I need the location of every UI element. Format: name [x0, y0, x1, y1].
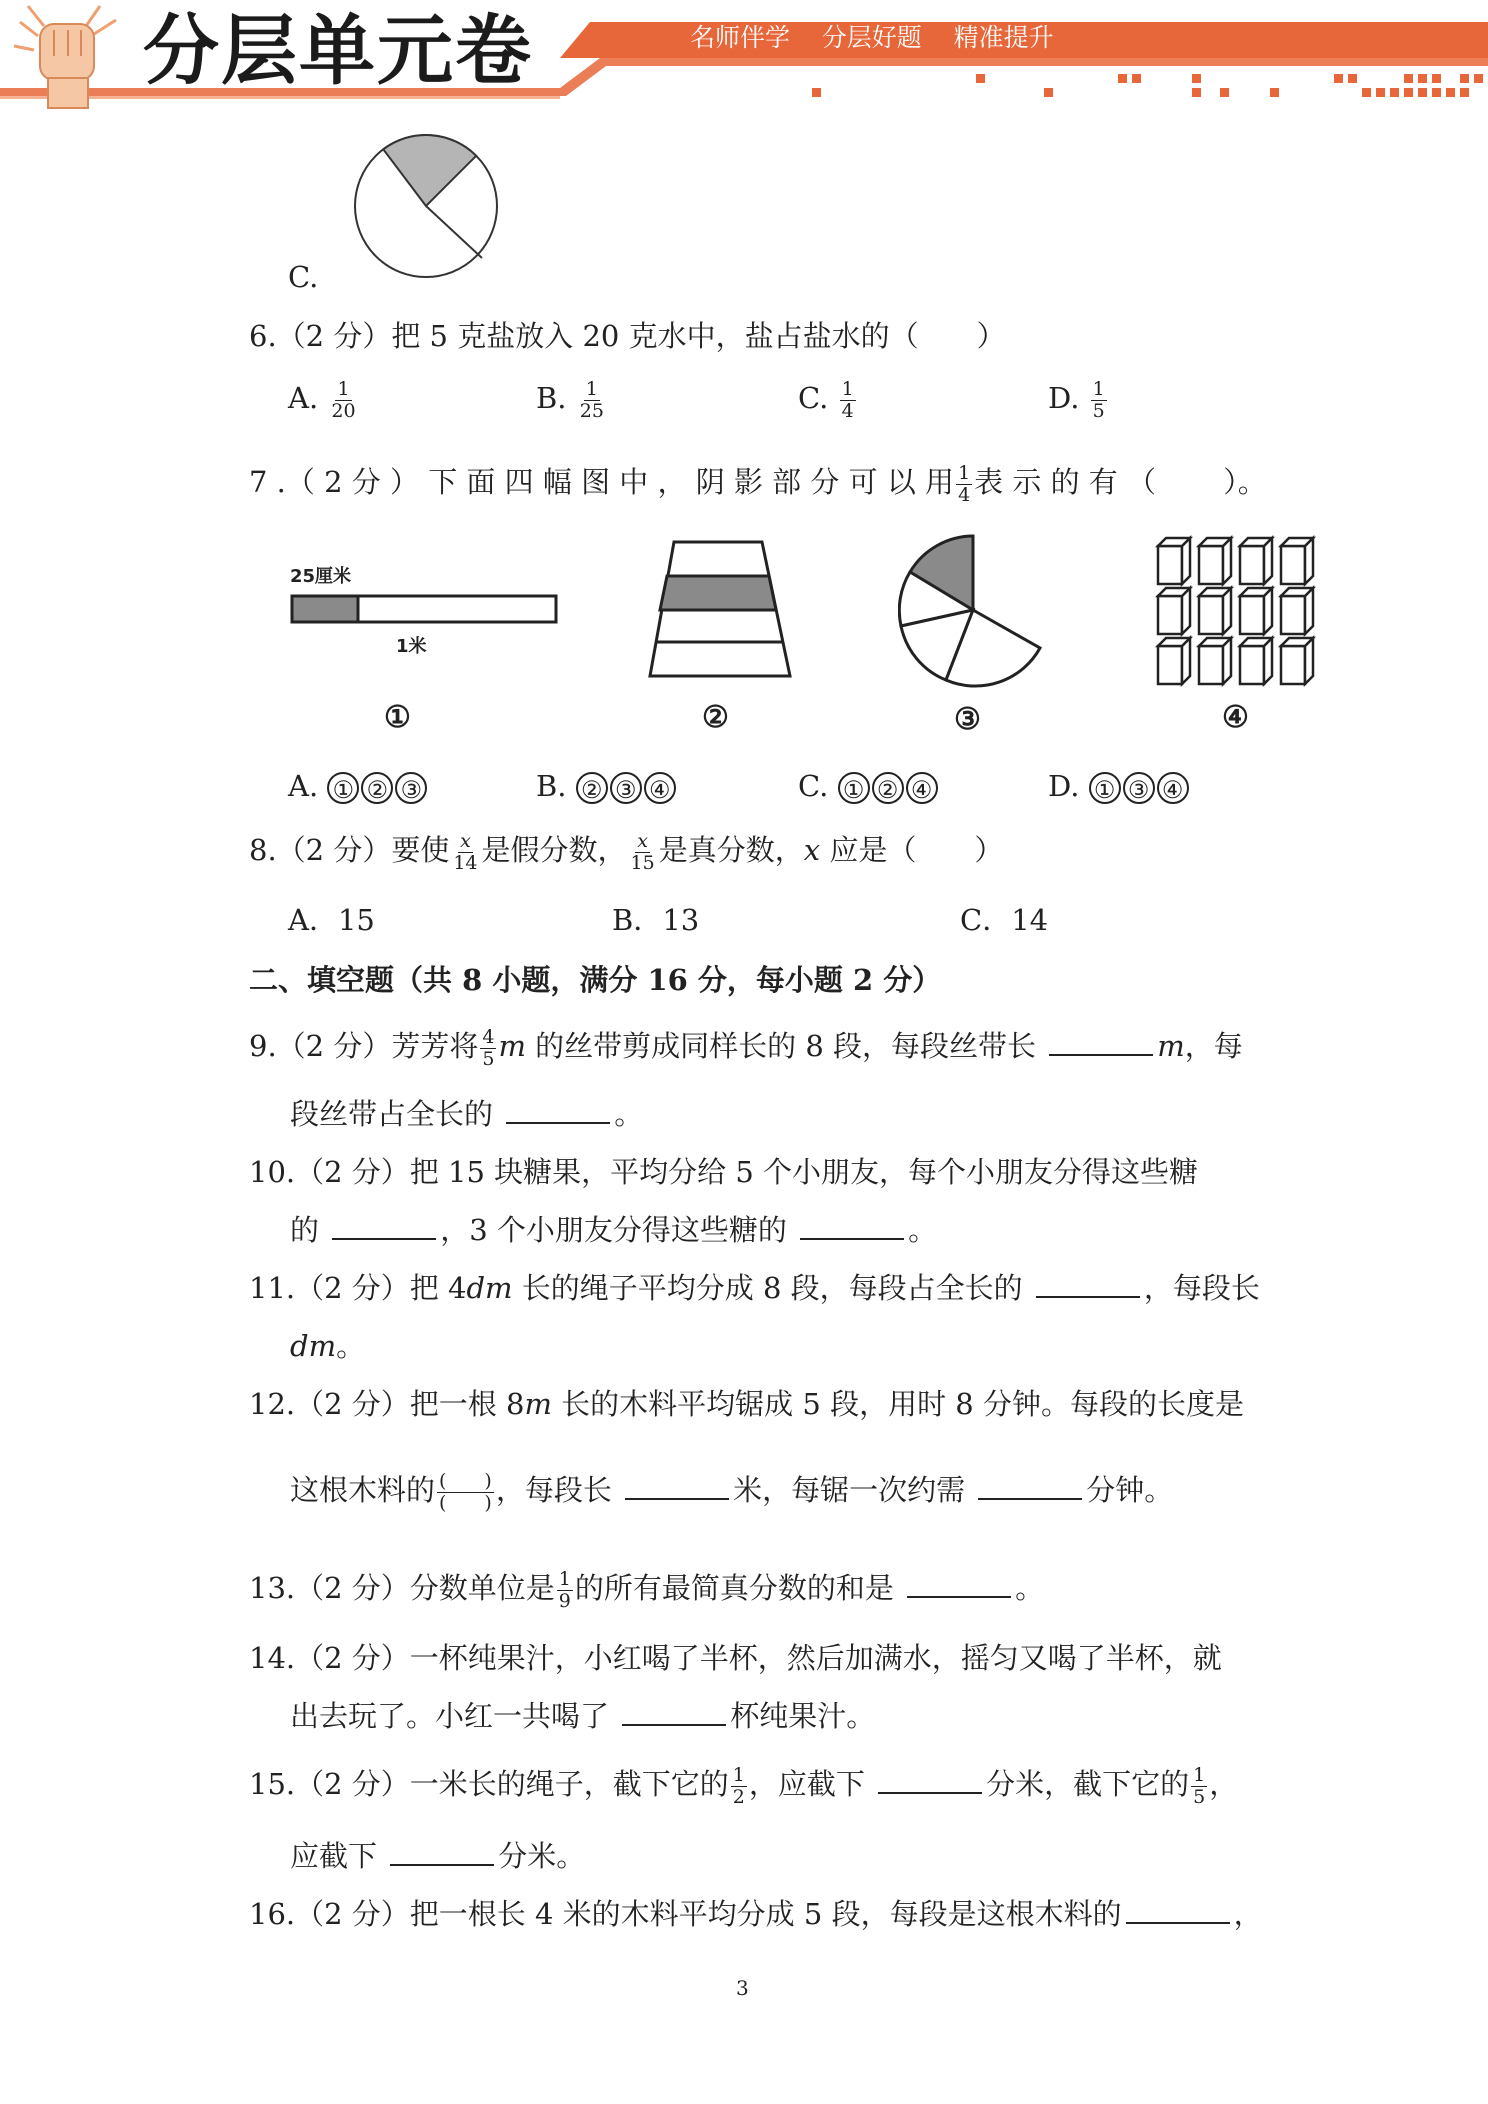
- q7-option-c-mark: ①: [838, 772, 870, 804]
- q7-fig4-cuboid: [1199, 638, 1231, 684]
- q13-answer-blank[interactable]: [907, 1572, 1011, 1598]
- page-number: 3: [736, 1976, 749, 2000]
- section-2-heading: 二、填空题（共 8 小题，满分 16 分，每小题 2 分）: [249, 963, 942, 997]
- q8-fraction-1: $\frac{x}{14}$: [453, 829, 478, 874]
- question-14-line-1: 14.（2 分）一杯纯果汁，小红喝了半杯，然后加满水，摇匀又喝了半杯，就: [249, 1641, 1222, 1675]
- q6-option-a-label: A.: [288, 381, 319, 415]
- q7-option-b-mark: ②: [576, 772, 608, 804]
- q7-option-d-mark: ③: [1123, 772, 1155, 804]
- q7-fig4-cuboid: [1281, 638, 1313, 684]
- q6-option-d-fraction: $\frac{1}{5}$: [1092, 377, 1105, 422]
- question-6-stem: 6.（2 分）把 5 克盐放入 20 克水中，盐占盐水的（ ）: [249, 319, 1006, 353]
- q7-option-c-label: C.: [798, 769, 829, 803]
- q6-option-c-label: C.: [798, 381, 829, 415]
- q8-option-a[interactable]: [288, 900, 375, 940]
- q7-figure-4-mark: ④: [1222, 700, 1249, 735]
- q7-figure-2-mark: ②: [702, 700, 729, 735]
- q6-option-c-fraction: $\frac{1}{4}$: [841, 377, 854, 422]
- q7-option-a-mark: ①: [327, 772, 359, 804]
- q12-answer-blank-2[interactable]: [978, 1474, 1082, 1500]
- q7-fig4-cuboid: [1240, 538, 1272, 584]
- question-12-line-1: 12.（2 分）把一根 8m 长的木料平均锯成 5 段，用时 8 分钟。每段的长度是: [249, 1387, 1244, 1421]
- q7-option-b-mark: ③: [610, 772, 642, 804]
- q7-figure-4-blocks: [1154, 530, 1324, 690]
- q15-fraction-1: $\frac{1}{2}$: [732, 1763, 745, 1808]
- q10-answer-blank-2[interactable]: [800, 1214, 904, 1240]
- question-15-line-1: 15.（2 分）一米长的绳子，截下它的 $\frac{1}{2}$ ，应截下 分米，截下它的 $\frac{1}{5}$ ，: [249, 1763, 1239, 1808]
- q7-fig4-cuboid: [1240, 588, 1272, 634]
- q7-option-b[interactable]: [536, 766, 678, 806]
- q15-answer-blank-1[interactable]: [878, 1768, 982, 1794]
- question-10-line-1: 10.（2 分）把 15 块糖果，平均分给 5 个小朋友，每个小朋友分得这些糖: [249, 1155, 1199, 1189]
- q9-answer-blank-1[interactable]: [1049, 1030, 1153, 1056]
- q6-option-d-label: D.: [1048, 381, 1080, 415]
- q7-fig1-total-label: 1米: [396, 636, 427, 657]
- q15-answer-blank-2[interactable]: [390, 1840, 494, 1866]
- q11-answer-blank-1[interactable]: [1036, 1272, 1140, 1298]
- q8-option-a-value: 15: [337, 903, 375, 937]
- q7-fig4-cuboid: [1281, 538, 1313, 584]
- question-16-line-1: 16.（2 分）把一根长 4 米的木料平均分成 5 段，每段是这根木料的 ，: [249, 1897, 1263, 1931]
- header-title: 分层单元卷: [143, 6, 533, 95]
- q6-option-d[interactable]: [1048, 378, 1109, 422]
- question-15-line-2: 应截下 分米。: [290, 1839, 586, 1873]
- q9-answer-blank-2[interactable]: [506, 1098, 610, 1124]
- q6-option-b-label: B.: [536, 381, 567, 415]
- q7-figure-1-bar: [290, 590, 560, 630]
- q7-figure-1-mark: ①: [384, 700, 411, 735]
- q6-option-c[interactable]: [798, 378, 858, 422]
- q8-option-c-label: C．: [960, 903, 1012, 937]
- q15-fraction-2: $\frac{1}{5}$: [1193, 1763, 1206, 1808]
- q7-fig1-length-label: 25厘米: [290, 566, 352, 587]
- q8-option-b[interactable]: [612, 900, 699, 940]
- q7-option-a-mark: ③: [395, 772, 427, 804]
- q6-option-b-fraction: $\frac{1}{25}$: [579, 377, 604, 422]
- question-13: 13.（2 分）分数单位是 $\frac{1}{9}$ 的所有最简真分数的和是 。: [249, 1567, 1045, 1612]
- q7-figure-3-mark: ③: [954, 702, 981, 737]
- question-10-line-2: 的 ，3 个小朋友分得这些糖的 。: [290, 1213, 938, 1247]
- q7-fig4-cuboid: [1158, 638, 1190, 684]
- q7-option-d-mark: ①: [1089, 772, 1121, 804]
- question-12-line-2: 这根木料的 ( ) ( ) ，每段长 米，每锯一次约需 分钟。: [290, 1469, 1174, 1514]
- question-8-stem: 8.（2 分）要使 $\frac{x}{14}$ 是假分数， $\frac{x}{15}$ 是真分数，x 应是（ ）: [249, 829, 1004, 874]
- page-header: [0, 0, 1488, 110]
- q8-option-a-label: A．: [288, 903, 338, 937]
- q7-fig4-cuboid: [1199, 588, 1231, 634]
- q7-figure-2-trapezoid: [646, 538, 796, 682]
- fist-icon: [8, 0, 126, 112]
- q7-option-a[interactable]: [288, 766, 429, 806]
- q8-option-c-value: 14: [1011, 903, 1049, 937]
- q7-option-c[interactable]: [798, 766, 940, 806]
- q12-fraction-blank[interactable]: ( ) ( ): [439, 1469, 492, 1514]
- q7-option-d-label: D.: [1048, 769, 1080, 803]
- q8-fraction-2: $\frac{x}{15}$: [630, 829, 655, 874]
- q13-fraction: $\frac{1}{9}$: [558, 1567, 571, 1612]
- q8-option-b-label: B．: [612, 903, 663, 937]
- q8-option-b-value: 13: [662, 903, 700, 937]
- q14-answer-blank[interactable]: [622, 1700, 726, 1726]
- q5-option-c-label: C.: [288, 260, 319, 294]
- q5-option-c-pie-figure: [352, 132, 502, 282]
- q16-answer-blank[interactable]: [1126, 1898, 1230, 1924]
- q12-answer-blank-1[interactable]: [625, 1474, 729, 1500]
- question-14-line-2: 出去玩了。小红一共喝了 杯纯果汁。: [290, 1699, 876, 1733]
- q6-option-a[interactable]: [288, 378, 360, 422]
- question-11-line-1: 11.（2 分）把 4dm 长的绳子平均分成 8 段，每段占全长的 ，每段长: [249, 1271, 1260, 1305]
- q7-option-d[interactable]: [1048, 766, 1191, 806]
- q7-option-b-label: B.: [536, 769, 567, 803]
- q7-fig4-cuboid: [1158, 588, 1190, 634]
- q7-fig4-cuboid: [1240, 638, 1272, 684]
- q6-option-b[interactable]: [536, 378, 608, 422]
- question-9-line-2: 段丝带占全长的 。: [290, 1097, 644, 1131]
- question-9-line-1: 9.（2 分）芳芳将 $\frac{4}{5}$ m 的丝带剪成同样长的 8 段，每段丝带长 m，每: [249, 1025, 1243, 1070]
- q9-fraction: $\frac{4}{5}$: [482, 1025, 495, 1070]
- q8-option-c[interactable]: [960, 900, 1048, 940]
- q7-option-a-label: A.: [288, 769, 319, 803]
- q7-fraction: $\frac{1}{4}$: [958, 461, 971, 506]
- q7-option-b-mark: ④: [644, 772, 676, 804]
- q7-figure-3-fan: [898, 530, 1048, 690]
- question-7-stem: 7 .（ 2 分 ） 下 面 四 幅 图 中 ， 阴 影 部 分 可 以 用 $\frac{1}{4}$ 表 示 的 有 （ ）。: [249, 461, 1267, 506]
- q7-fig4-cuboid: [1281, 588, 1313, 634]
- q7-option-a-mark: ②: [361, 772, 393, 804]
- q7-option-c-mark: ②: [872, 772, 904, 804]
- q7-fig4-cuboid: [1199, 538, 1231, 584]
- question-11-line-2: dm。: [290, 1329, 366, 1363]
- q10-answer-blank-1[interactable]: [332, 1214, 436, 1240]
- q7-option-d-mark: ④: [1157, 772, 1189, 804]
- header-slogan: 名师伴学 分层好题 精准提升: [690, 23, 1054, 52]
- q7-fig4-cuboid: [1158, 538, 1190, 584]
- q7-option-c-mark: ④: [906, 772, 938, 804]
- q6-option-a-fraction: $\frac{1}{20}$: [331, 377, 356, 422]
